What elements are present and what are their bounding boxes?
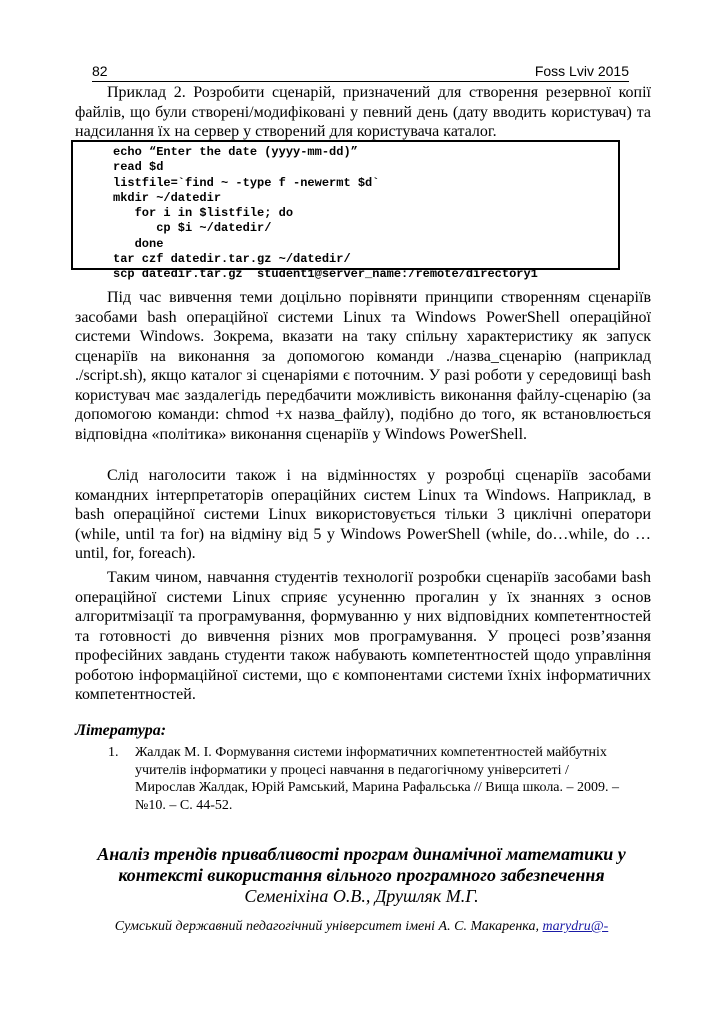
code-line: echo “Enter the date (yyyy-mm-dd)”	[113, 145, 358, 159]
next-article-affiliation	[60, 919, 663, 935]
code-line: done	[113, 236, 164, 251]
literature-heading: Література:	[75, 722, 167, 739]
running-header	[92, 63, 629, 82]
code-line: scp datedir.tar.gz student1@server_name:/remote/directory1	[113, 267, 538, 282]
code-listing	[113, 145, 538, 283]
code-line: tar czf datedir.tar.gz ~/datedir/	[113, 252, 351, 267]
body-paragraph-differences: Слід наголосити також і на відмінностях у розробці сценаріїв засобами командних інтерпретаторів операційних систем Linux та Windows. Наприклад, в bash операційної системи Linux використовується тільки 3 циклічні оператори (while, until та for) на відміну від 5 у Windows PowerShell (while, do…while, do … until, for, foreach).	[75, 467, 651, 562]
affiliation-text: Сумський державний педагогічний університет імені А. С. Макаренка,	[114, 919, 543, 934]
code-listing-box	[72, 141, 619, 282]
email-link[interactable]: marydru@-	[542, 919, 609, 934]
body-paragraph-comparison: Під час вивчення теми доцільно порівняти принципи створенням сценаріїв засобами bash операційної системи Linux та Windows PowerShell операційної системи Windows. Зокрема, вказати на таку спільну характеристику як запуск сценаріїв на виконання за допомогою команди ./назва_сценарію (наприклад ./script.sh), якщо каталог зі сценаріями є поточним. У разі роботи у середовищі bash користувач має заздалегідь передбачити можливість виконання файлу-сценарію (за допомогою команди: chmod +x назва_файлу), подібно до того, як встановлюється відповідна «політика» виконання сценаріїв у Windows PowerShell.	[75, 289, 651, 443]
code-line: listfile=`find ~ -type f -newermt $d`	[113, 175, 380, 190]
code-line: mkdir ~/datedir	[113, 190, 222, 205]
example-intro-paragraph: Приклад 2. Розробити сценарій, призначений для створення резервної копії файлів, що були створені/модифіковані у певний день (дату вводить користувач) та надсилання їх на сервер у створений для користувача каталог.	[75, 84, 651, 140]
code-line: for i in $listfile; do	[113, 206, 294, 221]
code-line: cp $i ~/datedir/	[113, 221, 272, 236]
reference-text: Жалдак М. І. Формування системи інформатичних компетентностей майбутніх учителів інформатики у процесі навчання в педагогічному університеті / Мирослав Жалдак, Юрій Рамський, Марина Рафальська // Вища школа. – 2009. – №10. – С. 44-52.	[135, 745, 620, 813]
conference-name: Foss Lviv 2015	[534, 63, 629, 79]
next-article-authors: Семеніхіна О.В., Друшляк М.Г.	[244, 886, 479, 906]
next-article-title-line-2: контексті використання вільного програмного забезпечення	[118, 865, 605, 885]
next-article-title-line-1: Аналіз трендів привабливості програм динамічної математики у	[97, 844, 626, 864]
code-line: read $d	[113, 160, 164, 175]
reference-number: 1.	[108, 745, 119, 760]
body-paragraph-conclusion: Таким чином, навчання студентів технології розробки сценаріїв засобами bash операційної системи Linux сприяє усуненню прогалин у їх знаннях з основ алгоритмізації та програмування, формуванню у них відповідних компетентностей та готовності до вивчення різних мов програмування. У процесі розв’язання професійних завдань студенти також набувають компетентностей щодо управління роботою інформаційної системи, що є компонентами системи їхніх інформатичних компетентностей.	[75, 569, 651, 703]
page-number: 82	[92, 63, 108, 79]
